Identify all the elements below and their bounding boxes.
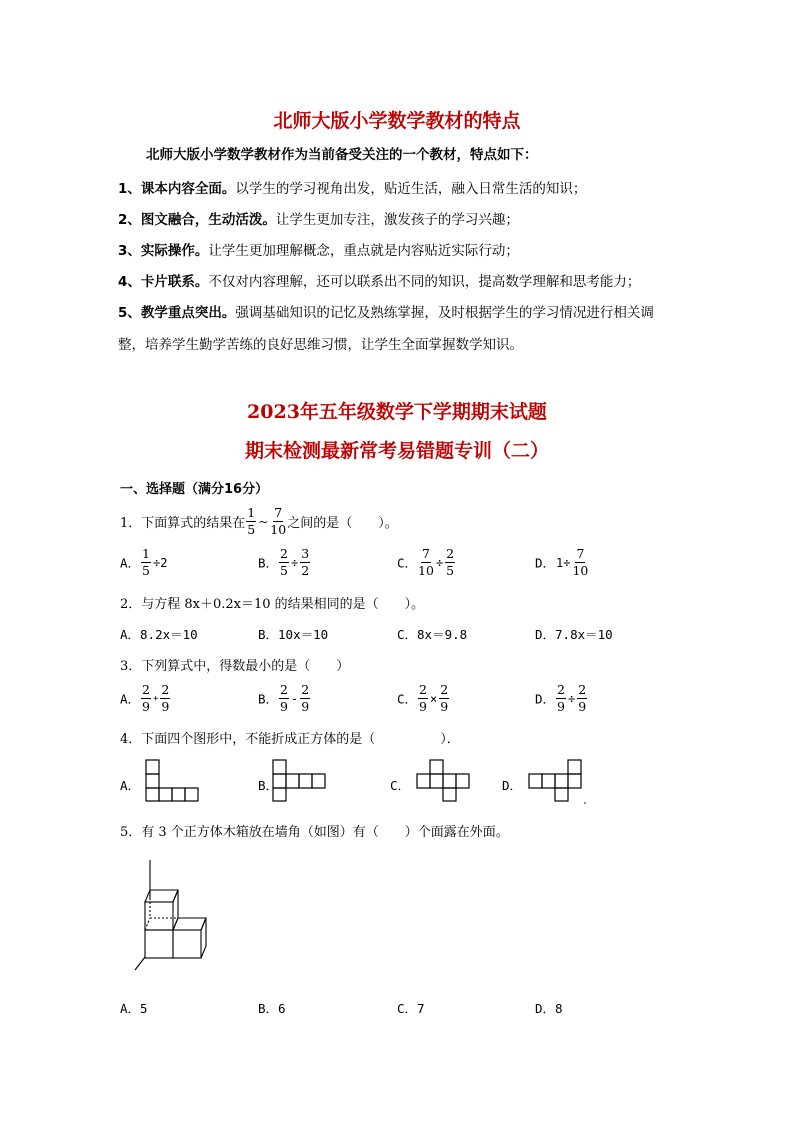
q2-option-a[interactable]: A．8.2x＝10 xyxy=(120,627,198,642)
point-body: 不仅对内容理解，还可以联系出不同的知识，提高数学理解和思考能力； xyxy=(208,274,641,290)
section-heading: 一、选择题（满分16分） xyxy=(120,482,269,497)
q1-option-d[interactable]: D．1÷ $\frac{7}{10}$ xyxy=(535,546,589,578)
q1-option-a[interactable]: A． $\frac{1}{5}$ ÷2 xyxy=(120,546,168,578)
q4-option-d-label[interactable]: D． xyxy=(502,778,523,793)
point-1 xyxy=(118,177,586,197)
point-5-continuation: 整，培养学生勤学苦练的良好思维习惯，让学生全面掌握数学知识。 xyxy=(118,337,523,353)
q2-option-b[interactable]: B．10x＝10 xyxy=(258,627,329,642)
exam-title-2: 期末检测最新常考易错题专训（二） xyxy=(244,440,549,462)
point-5 xyxy=(118,301,654,321)
tilde: ~ xyxy=(258,514,269,529)
q1-stem-b: 之间的是（ ）。 xyxy=(287,516,398,531)
q5-option-d[interactable]: D．8 xyxy=(535,1001,563,1016)
exam-title-1: 2023年五年级数学下学期期末试题 xyxy=(247,401,547,423)
intro-title: 北师大版小学数学教材的特点 xyxy=(273,110,521,132)
question-5-stem: 5．有 3 个正方体木箱放在墙角（如图）有（ ）个面露在外面。 xyxy=(120,825,509,840)
q5-option-c[interactable]: C．7 xyxy=(397,1001,425,1016)
q4-option-b-label[interactable]: B． xyxy=(258,778,279,793)
q3-option-c[interactable]: C． $\frac{2}{9}$ × $\frac{2}{9}$ xyxy=(397,682,449,714)
point-3 xyxy=(118,239,519,259)
q4-option-a-label[interactable]: A． xyxy=(120,778,141,793)
point-head: 2、图文融合，生动活泼。 xyxy=(118,212,276,228)
fraction: $\frac{7}{10}$ xyxy=(270,505,287,537)
point-body: 让学生更加专注，激发孩子的学习兴趣； xyxy=(275,212,519,228)
q4-net-b xyxy=(270,758,332,803)
q2-option-d[interactable]: D．7.8x＝10 xyxy=(535,627,613,642)
cube-stack-figure xyxy=(130,860,220,972)
question-1-stem xyxy=(120,507,398,536)
q1-option-c[interactable]: C． $\frac{7}{10}$ ÷ $\frac{2}{5}$ xyxy=(397,546,455,578)
point-head: 5、教学重点突出。 xyxy=(118,305,236,321)
intro-lead: 北师大版小学数学教材作为当前备受关注的一个教材，特点如下： xyxy=(146,147,538,163)
point-body: 以学生的学习视角出发，贴近生活，融入日常生活的知识； xyxy=(235,181,587,197)
q3-option-d[interactable]: D． $\frac{2}{9}$ ÷ $\frac{2}{9}$ xyxy=(535,682,587,714)
q1-option-b[interactable]: B． $\frac{2}{5}$ ÷ $\frac{3}{2}$ xyxy=(258,546,310,578)
point-head: 1、课本内容全面。 xyxy=(118,181,236,197)
fraction: $\frac{1}{5}$ xyxy=(247,505,256,537)
question-4-stem: 4．下面四个图形中，不能折成正方体的是（ ）． xyxy=(120,732,460,747)
point-head: 4、卡片联系。 xyxy=(118,274,209,290)
q3-option-b[interactable]: B． $\frac{2}{9}$ - $\frac{2}{9}$ xyxy=(258,682,310,714)
point-head: 3、实际操作。 xyxy=(118,243,209,259)
q5-option-a[interactable]: A．5 xyxy=(120,1001,148,1016)
question-3-stem: 3．下列算式中，得数最小的是（ ） xyxy=(120,659,350,674)
point-body: 让学生更加理解概念，重点就是内容贴近实际行动； xyxy=(208,243,519,259)
q5-option-b[interactable]: B．6 xyxy=(258,1001,286,1016)
q2-option-c[interactable]: C．8x＝9.8 xyxy=(397,627,468,642)
point-2 xyxy=(118,208,519,228)
question-2-stem: 2．与方程 8x＋0.2x＝10 的结果相同的是（ ）。 xyxy=(120,597,425,612)
point-4 xyxy=(118,270,640,290)
point-body: 强调基础知识的记忆及熟练掌握，及时根据学生的学习情况进行相关调 xyxy=(235,305,654,321)
q1-stem-a: 1．下面算式的结果在 xyxy=(120,516,246,531)
q3-option-a[interactable]: A． $\frac{2}{9}$ + $\frac{2}{9}$ xyxy=(120,682,170,714)
q4-net-c xyxy=(408,758,474,803)
q4-option-c-label[interactable]: C． xyxy=(390,778,411,793)
q4-net-d xyxy=(523,758,589,806)
q4-net-a xyxy=(140,758,202,803)
